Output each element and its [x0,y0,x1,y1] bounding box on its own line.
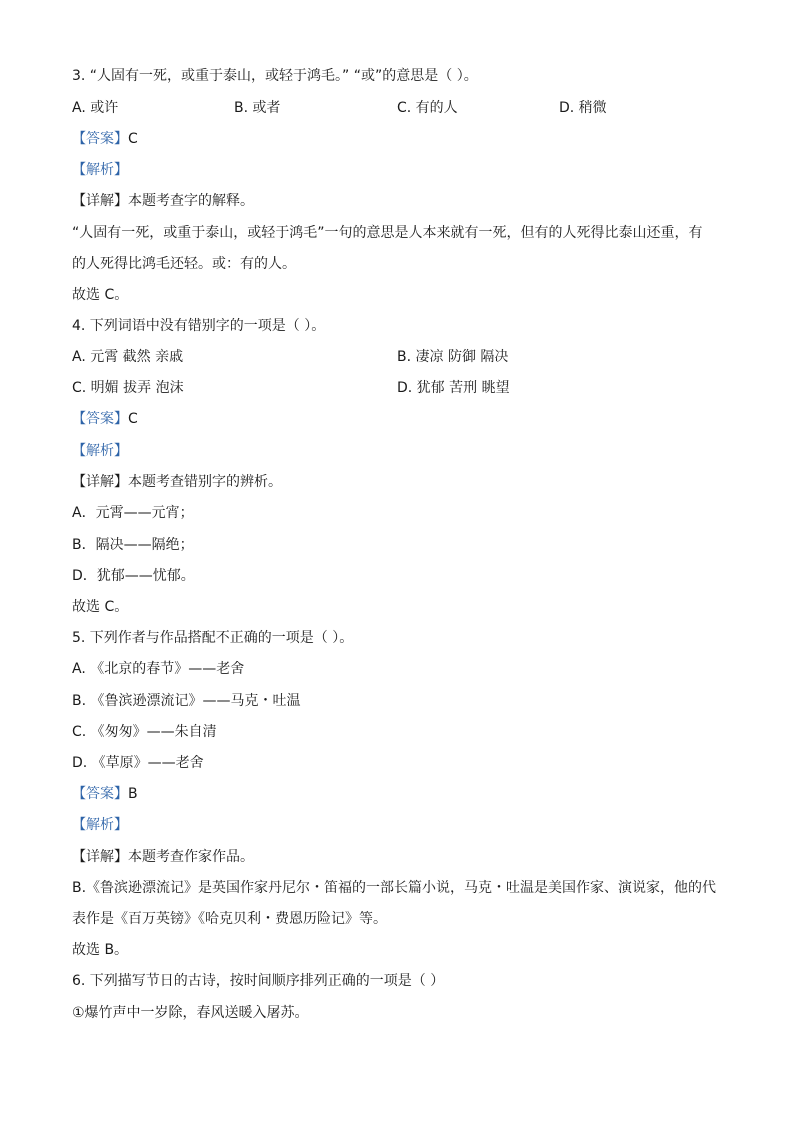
q6-stem: 6. 下列描写节日的古诗，按时间顺序排列正确的一项是（ ） [72,973,445,989]
answer-label: 【答案】 [72,786,128,802]
detail-label: 【详解】 [72,193,128,209]
q4-option-c: C. 明媚 拔弄 泡沫 [72,380,184,396]
q3-analysis-label: 【解析】 [72,162,128,178]
q4-correction-b: B．隔决——隔绝； [72,537,194,553]
q5-conclusion: 故选 B。 [72,942,129,958]
q3-answer [72,129,138,149]
q4-analysis-label: 【解析】 [72,443,128,459]
q3-option-c: C. 有的人 [397,100,458,116]
detail-label: 【详解】 [72,849,128,865]
q5-detail [72,847,254,867]
q3-conclusion: 故选 C。 [72,287,129,303]
q5-explain-line-2: 表作是《百万英镑》《哈克贝利・费恩历险记》等。 [72,911,387,927]
q3-option-b: B. 或者 [234,100,281,116]
q4-answer [72,409,138,429]
q5-option-b: B. 《鲁滨逊漂流记》——马克・吐温 [72,693,301,709]
q5-explain-line-1: B.《鲁滨逊漂流记》是英国作家丹尼尔・笛福的一部长篇小说，马克・吐温是美国作家、演说家，他的代 [72,880,717,896]
q5-option-c: C. 《匆匆》——朱自清 [72,724,217,740]
q3-stem: 3. “人固有一死，或重于泰山，或轻于鸿毛。” “或”的意思是（ ）。 [72,68,478,84]
q4-correction-a: A．元霄——元宵； [72,505,194,521]
detail-text: 本题考查作家作品。 [128,849,254,865]
q5-option-d: D. 《草原》——老舍 [72,755,204,771]
q5-answer [72,784,138,804]
q3-explain-line-2: 的人死得比鸿毛还轻。或：有的人。 [72,256,296,272]
q4-stem: 4. 下列词语中没有错别字的一项是（ ）。 [72,318,326,334]
q3-detail [72,191,254,211]
q3-option-a: A. 或许 [72,100,119,116]
q4-conclusion: 故选 C。 [72,599,129,615]
q5-stem: 5. 下列作者与作品搭配不正确的一项是（ ）。 [72,630,354,646]
answer-label: 【答案】 [72,131,128,147]
answer-value: C [128,131,138,147]
q4-option-b: B. 凄凉 防御 隔决 [397,349,509,365]
answer-label: 【答案】 [72,411,128,427]
detail-text: 本题考查错别字的辨析。 [128,474,282,490]
q4-detail [72,472,282,492]
answer-value: C [128,411,138,427]
q3-option-d: D. 稍微 [559,100,607,116]
q3-explain-line-1: “人固有一死，或重于泰山，或轻于鸿毛”一句的意思是人本来就有一死，但有的人死得比泰山还重，有 [72,225,703,241]
answer-value: B [128,786,138,802]
q4-option-d: D. 犹郁 苦刑 眺望 [397,380,510,396]
q4-correction-d: D．犹郁——忧郁。 [72,568,195,584]
detail-text: 本题考查字的解释。 [128,193,254,209]
q4-option-a: A. 元霄 截然 亲戚 [72,349,184,365]
q6-poem-line-1: ①爆竹声中一岁除，春风送暖入屠苏。 [72,1005,309,1021]
q5-analysis-label: 【解析】 [72,817,128,833]
q5-option-a: A. 《北京的春节》——老舍 [72,661,245,677]
detail-label: 【详解】 [72,474,128,490]
